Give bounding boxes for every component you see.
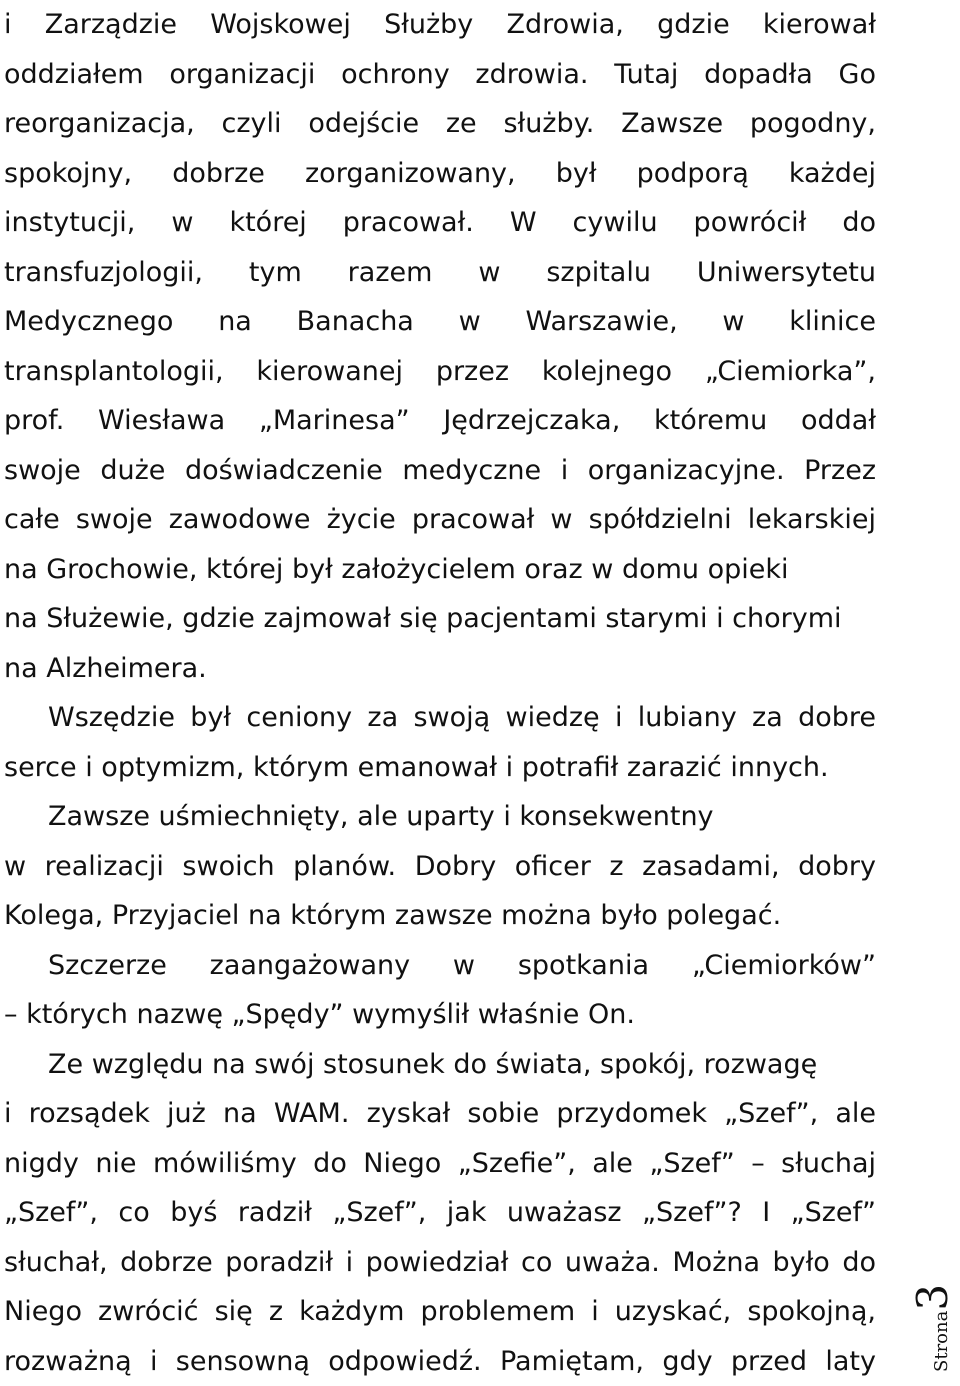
text-line: Zawsze uśmiechnięty, ale uparty i konsekwentny	[4, 792, 876, 842]
text-line: rozważną i sensowną odpowiedź. Pamiętam, gdy przed laty	[4, 1337, 876, 1386]
text-line: transfuzjologii, tym razem w szpitalu Uniwersytetu	[4, 248, 876, 298]
page-label: Strona	[931, 1311, 952, 1372]
text-line: spokojny, dobrze zorganizowany, był podporą każdej	[4, 149, 876, 199]
text-line: Szczerze zaangażowany w spotkania „Ciemiorków”	[4, 941, 876, 991]
text-line: serce i optymizm, którym emanował i potrafił zarazić innych.	[4, 743, 876, 793]
text-line: – których nazwę „Spędy” wymyślił właśnie On.	[4, 990, 876, 1040]
text-line: swoje duże doświadczenie medyczne i organizacyjne. Przez	[4, 446, 876, 496]
text-line: Niego zwrócić się z każdym problemem i uzyskać, spokojną,	[4, 1287, 876, 1337]
document-body	[4, 0, 876, 1386]
text-line: i rozsądek już na WAM. zyskał sobie przydomek „Szef”, ale	[4, 1089, 876, 1139]
page-footer	[900, 1290, 960, 1360]
text-line: Kolega, Przyjaciel na którym zawsze można było polegać.	[4, 891, 876, 941]
text-line: na Grochowie, której był założycielem oraz w domu opieki	[4, 545, 876, 595]
text-line: słuchał, dobrze poradził i powiedział co uważa. Można było do	[4, 1238, 876, 1288]
text-line: nigdy nie mówiliśmy do Niego „Szefie”, ale „Szef” – słuchaj	[4, 1139, 876, 1189]
text-line: całe swoje zawodowe życie pracował w spółdzielni lekarskiej	[4, 495, 876, 545]
text-line: prof. Wiesława „Marinesa” Jędrzejczaka, któremu oddał	[4, 396, 876, 446]
text-line: „Szef”, co byś radził „Szef”, jak uważasz „Szef”? I „Szef”	[4, 1188, 876, 1238]
text-line: Wszędzie był ceniony za swoją wiedzę i lubiany za dobre	[4, 693, 876, 743]
text-line: i Zarządzie Wojskowej Służby Zdrowia, gdzie kierował	[4, 0, 876, 50]
text-line: oddziałem organizacji ochrony zdrowia. Tutaj dopadła Go	[4, 50, 876, 100]
page-number-group	[912, 1284, 954, 1372]
text-line: na Alzheimera.	[4, 644, 876, 694]
text-line: Medycznego na Banacha w Warszawie, w klinice	[4, 297, 876, 347]
page-number: 3	[908, 1284, 957, 1311]
text-line: reorganizacja, czyli odejście ze służby. Zawsze pogodny,	[4, 99, 876, 149]
text-line: instytucji, w której pracował. W cywilu powrócił do	[4, 198, 876, 248]
text-line: w realizacji swoich planów. Dobry oficer z zasadami, dobry	[4, 842, 876, 892]
text-line: na Służewie, gdzie zajmował się pacjentami starymi i chorymi	[4, 594, 876, 644]
text-line: transplantologii, kierowanej przez kolejnego „Ciemiorka”,	[4, 347, 876, 397]
text-line: Ze względu na swój stosunek do świata, spokój, rozwagę	[4, 1040, 876, 1090]
